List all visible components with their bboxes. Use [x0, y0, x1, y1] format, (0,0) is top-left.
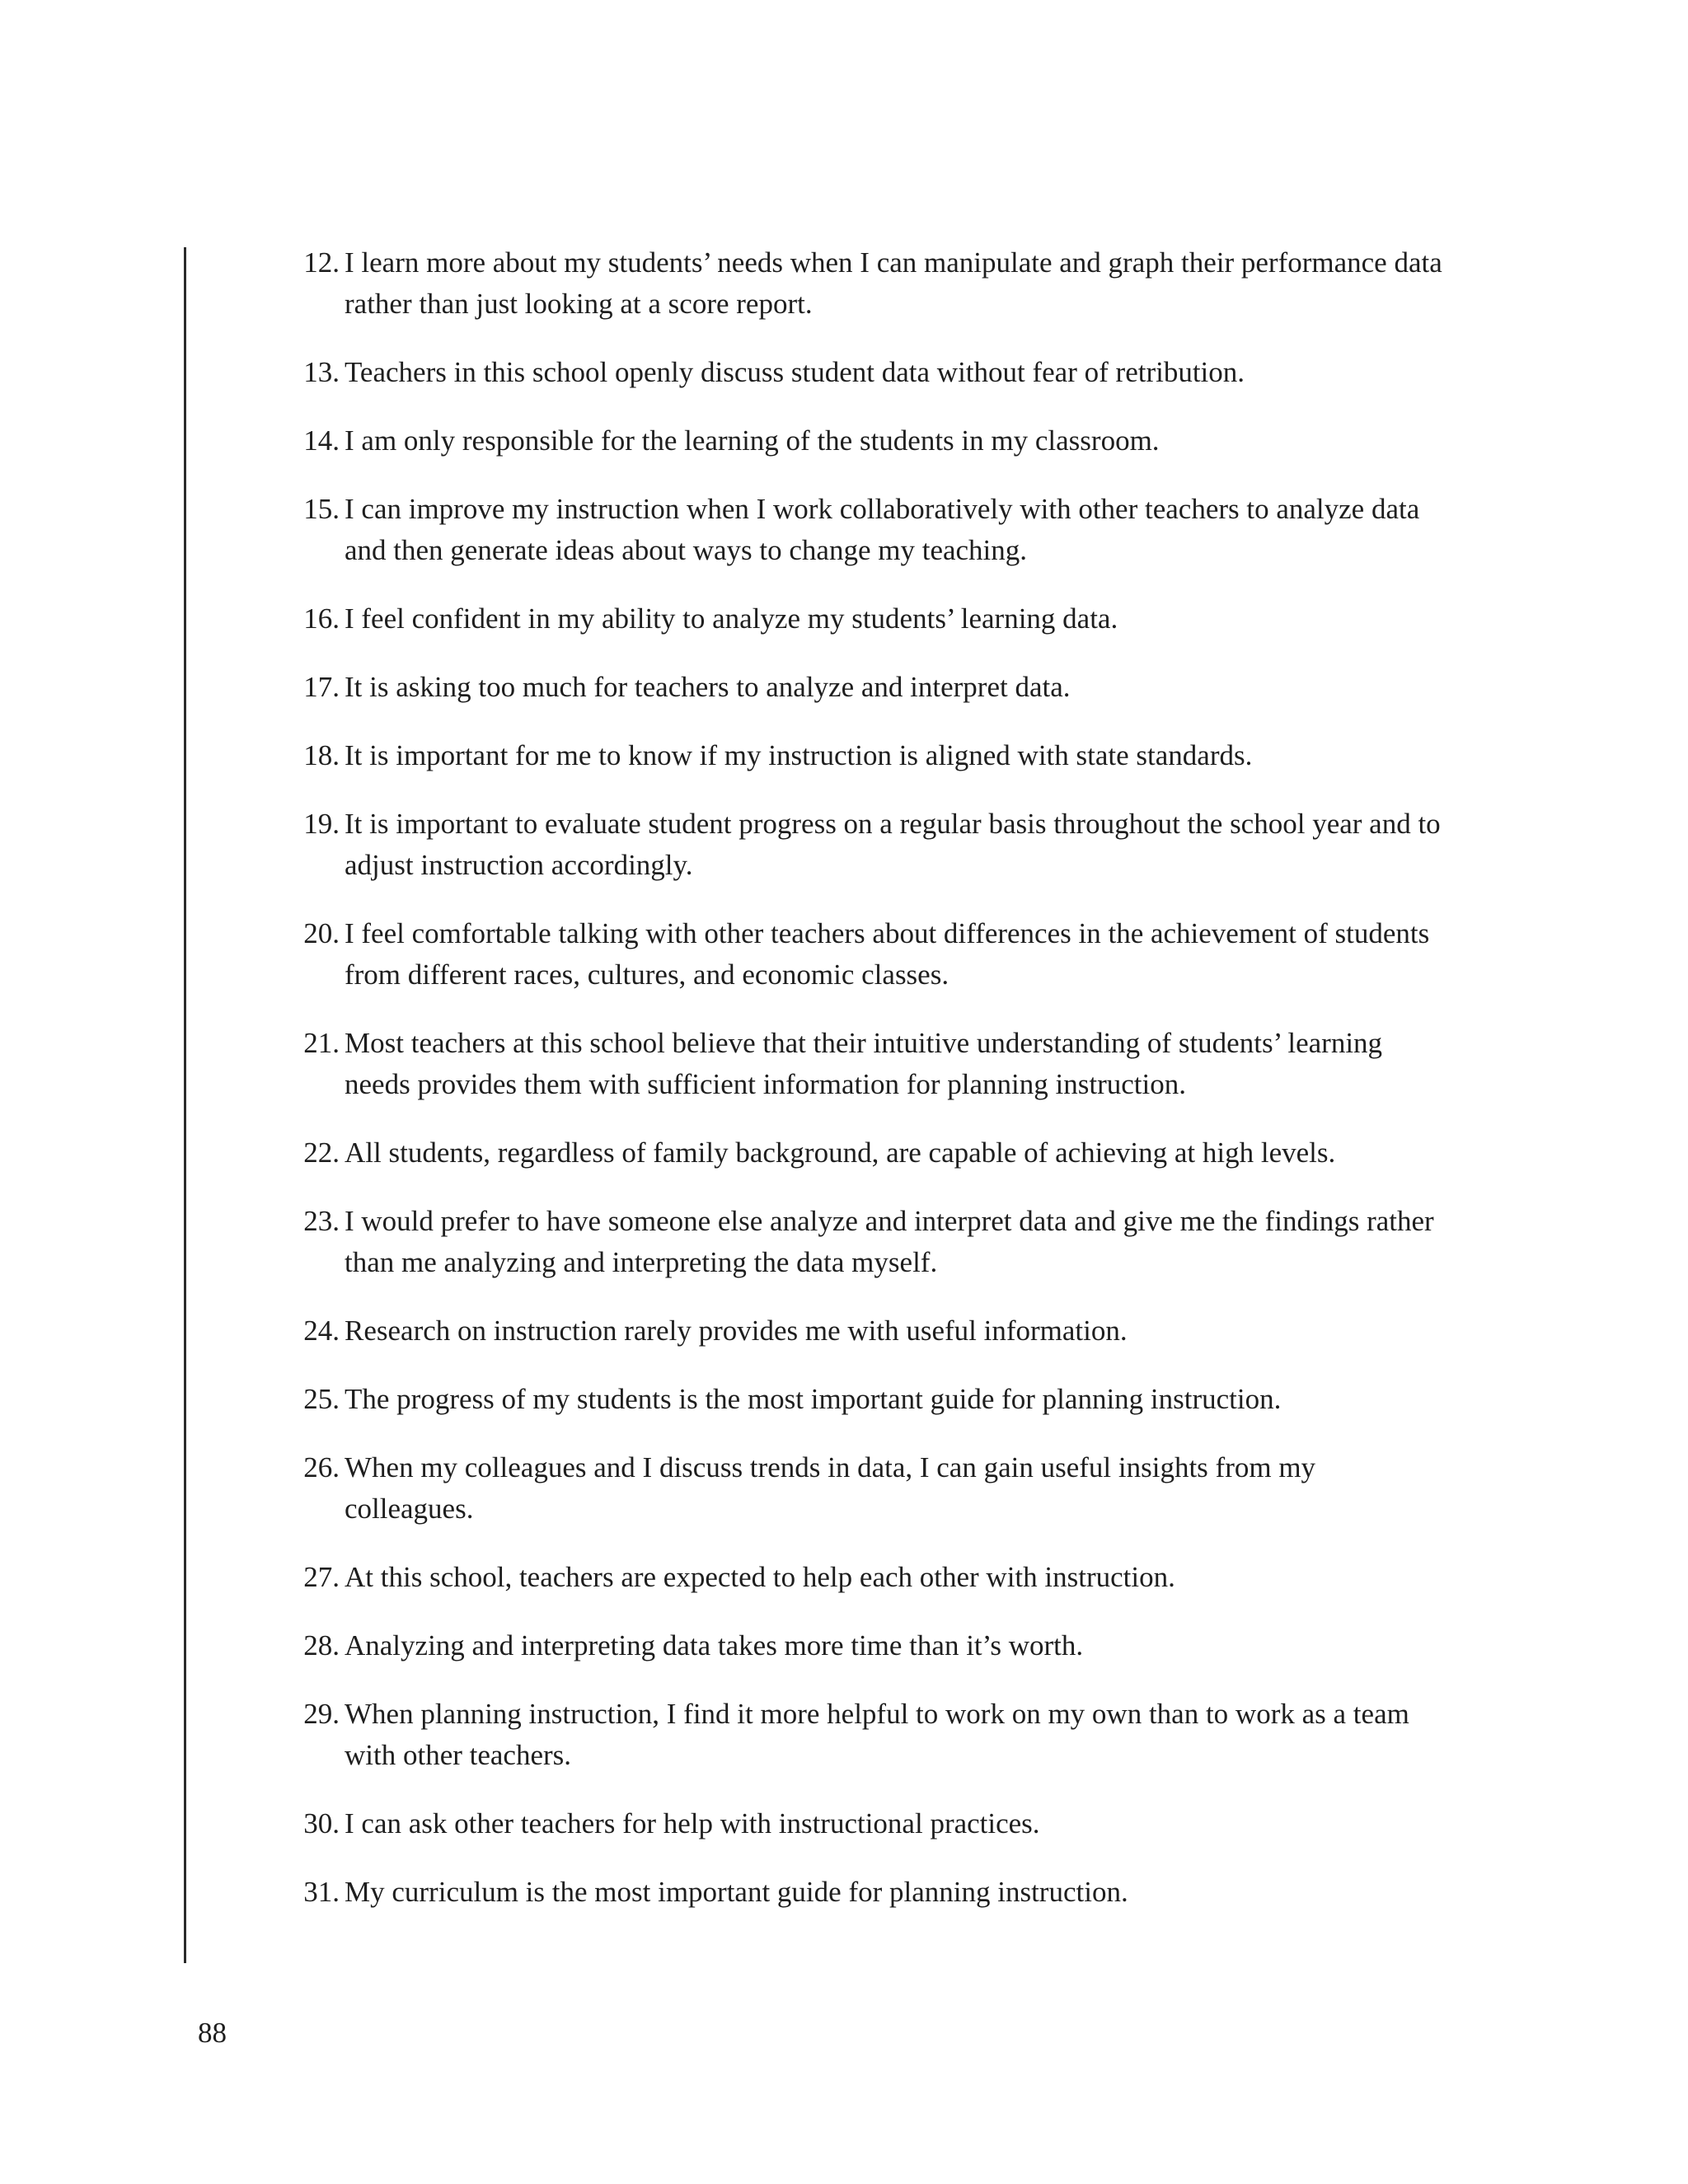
- item-text: I learn more about my students’ needs when I can manipulate and graph their performance data rather than just looking at a score report.: [345, 246, 1442, 320]
- survey-item: [290, 1023, 1444, 1105]
- item-text: I can ask other teachers for help with instructional practices.: [345, 1807, 1040, 1840]
- item-text: All students, regardless of family background, are capable of achieving at high levels.: [345, 1137, 1336, 1169]
- item-number: 31.: [303, 1876, 340, 1908]
- item-text: It is important to evaluate student progress on a regular basis throughout the school year and to adjust instruction accordingly.: [345, 808, 1441, 881]
- item-number: 16.: [303, 602, 340, 635]
- survey-item: [290, 1625, 1444, 1666]
- item-number: 19.: [303, 808, 340, 840]
- item-text: I am only responsible for the learning of the students in my classroom.: [345, 424, 1160, 457]
- item-number: 27.: [303, 1561, 340, 1593]
- item-text: My curriculum is the most important guide for planning instruction.: [345, 1876, 1128, 1908]
- survey-item: [290, 1872, 1444, 1913]
- survey-item: [290, 913, 1444, 996]
- survey-item: [290, 735, 1444, 776]
- item-text: It is asking too much for teachers to analyze and interpret data.: [345, 671, 1071, 703]
- margin-rule: [184, 247, 186, 1963]
- page-number: 88: [198, 2017, 227, 2049]
- item-text: When planning instruction, I find it more helpful to work on my own than to work as a team with other teachers.: [345, 1698, 1409, 1771]
- item-text: The progress of my students is the most important guide for planning instruction.: [345, 1383, 1282, 1415]
- survey-item-list: [290, 242, 1444, 1940]
- item-text: It is important for me to know if my instruction is aligned with state standards.: [345, 739, 1253, 771]
- item-text: I would prefer to have someone else analyze and interpret data and give me the findings rather than me analyzing and interpreting the data myself.: [345, 1205, 1434, 1278]
- survey-item: [290, 1694, 1444, 1776]
- survey-item: [290, 242, 1444, 325]
- item-text: Research on instruction rarely provides me with useful information.: [345, 1315, 1128, 1347]
- survey-item: [290, 1379, 1444, 1420]
- survey-item: [290, 1557, 1444, 1598]
- item-number: 12.: [303, 246, 340, 279]
- survey-item: [290, 598, 1444, 640]
- item-text: Teachers in this school openly discuss student data without fear of retribution.: [345, 356, 1245, 388]
- item-text: I feel confident in my ability to analyze my students’ learning data.: [345, 602, 1118, 635]
- survey-item: [290, 1310, 1444, 1352]
- survey-item: [290, 667, 1444, 708]
- item-number: 14.: [303, 424, 340, 457]
- item-number: 17.: [303, 671, 340, 703]
- item-number: 24.: [303, 1315, 340, 1347]
- item-text: I feel comfortable talking with other teachers about differences in the achievement of students from different races, cultures, and economic classes.: [345, 917, 1430, 991]
- item-number: 20.: [303, 917, 340, 949]
- item-number: 29.: [303, 1698, 340, 1730]
- item-text: Most teachers at this school believe that their intuitive understanding of students’ learning needs provides them with sufficient information for planning instruction.: [345, 1027, 1383, 1100]
- survey-item: [290, 1201, 1444, 1283]
- item-number: 23.: [303, 1205, 340, 1237]
- item-text: I can improve my instruction when I work collaboratively with other teachers to analyze data and then generate ideas about ways to change my teaching.: [345, 493, 1420, 566]
- survey-item: [290, 804, 1444, 886]
- item-number: 18.: [303, 739, 340, 771]
- survey-item: [290, 1132, 1444, 1174]
- item-text: Analyzing and interpreting data takes more time than it’s worth.: [345, 1629, 1084, 1661]
- survey-item: [290, 352, 1444, 393]
- survey-item: [290, 1447, 1444, 1530]
- item-text: When my colleagues and I discuss trends in data, I can gain useful insights from my colleagues.: [345, 1451, 1316, 1525]
- item-number: 13.: [303, 356, 340, 388]
- item-number: 15.: [303, 493, 340, 525]
- item-number: 21.: [303, 1027, 340, 1059]
- item-number: 22.: [303, 1137, 340, 1169]
- survey-item: [290, 420, 1444, 462]
- survey-item: [290, 1803, 1444, 1844]
- item-number: 25.: [303, 1383, 340, 1415]
- item-number: 30.: [303, 1807, 340, 1840]
- survey-item: [290, 489, 1444, 571]
- item-number: 28.: [303, 1629, 340, 1661]
- item-text: At this school, teachers are expected to help each other with instruction.: [345, 1561, 1175, 1593]
- item-number: 26.: [303, 1451, 340, 1483]
